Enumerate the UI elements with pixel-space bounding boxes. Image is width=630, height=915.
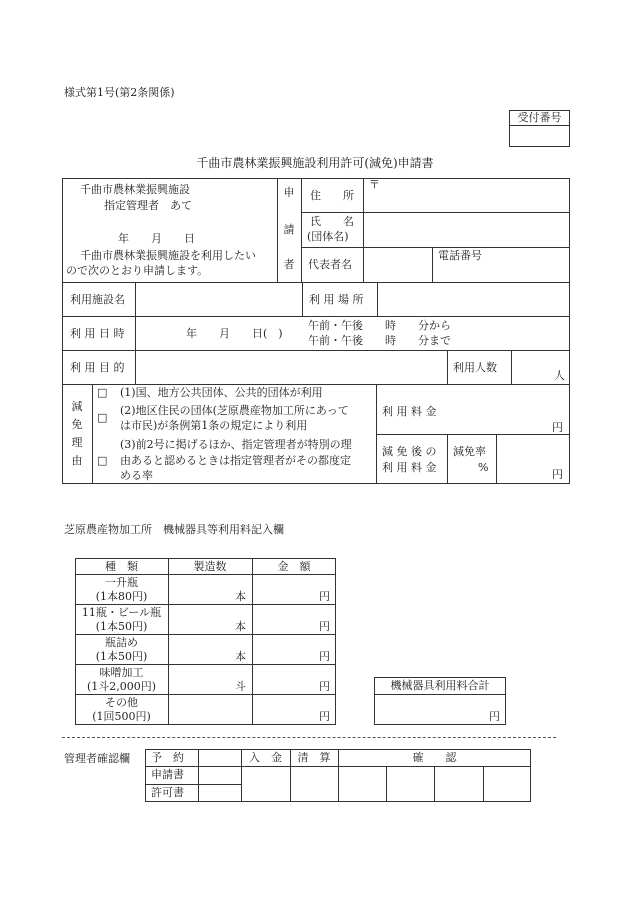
cut-line [62, 737, 556, 738]
usage-time-from[interactable]: 午前・午後 時 分から [308, 319, 451, 332]
datetime-label: 利 用 日 時 [70, 327, 125, 340]
purpose-field[interactable] [138, 353, 443, 381]
equipment-row-name: 瓶詰め [105, 636, 138, 649]
exemption-rate-label: 減免率 [453, 445, 486, 458]
exemption-side-label-4: 由 [71, 454, 83, 467]
address-label: 住 所 [310, 189, 354, 202]
admin-permit: 許可書 [151, 786, 184, 799]
equipment-total-yen[interactable]: 円 [489, 710, 500, 723]
admin-reservation: 予 約 [151, 751, 184, 764]
exemption-side-label-1: 減 [71, 400, 83, 413]
facility-name-label: 利用施設名 [70, 293, 125, 306]
receipt-number-label: 受付番号 [517, 111, 562, 124]
postal-mark: 〒 [369, 178, 380, 191]
equipment-row-unit[interactable]: 本 [235, 650, 246, 663]
equipment-row-detail: (1斗2,000円) [86, 680, 157, 693]
addressee-line2: 指定管理者 あて [104, 199, 192, 212]
purpose-label: 利 用 目 的 [70, 361, 125, 374]
equipment-row-yen[interactable]: 円 [319, 680, 330, 693]
equipment-row-yen[interactable]: 円 [319, 590, 330, 603]
applicant-side-label-2: 請 [283, 223, 295, 236]
admin-confirm-label: 管理者確認欄 [64, 752, 130, 765]
equipment-row-yen[interactable]: 円 [319, 710, 330, 723]
checkbox-item1[interactable]: □ [97, 386, 108, 399]
equipment-header-amount: 金 額 [277, 560, 311, 573]
users-field[interactable] [514, 353, 554, 381]
equipment-row-unit[interactable]: 本 [235, 620, 246, 633]
organization-label: (団体名) [307, 230, 349, 243]
fee-label: 利 用 料 金 [382, 405, 437, 418]
phone-field[interactable] [436, 264, 566, 280]
document-title: 千曲市農林業振興施設利用許可(減免)申請書 [196, 156, 434, 170]
exemption-item2-line2: は市民)が条例第1条の規定により利用 [120, 419, 308, 432]
equipment-header-type: 種 類 [105, 560, 138, 573]
address-field[interactable] [376, 188, 566, 210]
equipment-total-label: 機械器具利用料合計 [390, 679, 490, 692]
users-label: 利用人数 [453, 361, 497, 374]
admin-settlement: 清 算 [297, 751, 331, 764]
name-label: 氏 名 [310, 215, 354, 228]
exemption-side-label-2: 免 [71, 418, 83, 431]
usage-date[interactable]: 年 月 日( ) [186, 327, 283, 340]
exemption-side-label-3: 理 [71, 436, 83, 449]
place-label: 利 用 場 所 [309, 293, 364, 306]
addressee-line1: 千曲市農林業振興施設 [80, 183, 190, 196]
equipment-row-name: 一升瓶 [105, 576, 138, 589]
fee-yen: 円 [552, 421, 563, 434]
request-text-line1: 千曲市農林業振興施設を利用したい [80, 249, 256, 262]
equipment-row-detail: (1回500円) [92, 710, 151, 723]
exemption-item3-line2: 由あると認めるときは指定管理者がその都度定 [120, 454, 351, 467]
equipment-row-yen[interactable]: 円 [319, 650, 330, 663]
phone-label: 電話番号 [438, 249, 482, 262]
exemption-item3-line3: める率 [120, 469, 153, 482]
fee-field[interactable] [450, 387, 550, 431]
exemption-item3-line1: (3)前2号に掲げるほか、指定管理者が特別の理 [120, 438, 352, 451]
form-number: 様式第1号(第2条関係) [64, 86, 175, 99]
applicant-side-label-1: 申 [283, 186, 295, 199]
after-fee-label-line2: 利 用 料 金 [382, 461, 437, 474]
admin-payment: 入 金 [249, 751, 282, 764]
equipment-row-unit[interactable]: 本 [235, 590, 246, 603]
exemption-item1: (1)国、地方公共団体、公共的団体が利用 [120, 386, 323, 399]
equipment-row-name: 味噌加工 [99, 666, 144, 679]
after-fee-field[interactable] [499, 437, 551, 481]
applicant-side-label-3: 者 [283, 258, 295, 271]
usage-time-to[interactable]: 午前・午後 時 分まで [308, 334, 451, 347]
checkbox-item3[interactable]: □ [97, 454, 108, 467]
representative-field[interactable] [366, 249, 428, 279]
exemption-item2-line1: (2)地区住民の団体(芝原農産物加工所にあって [120, 404, 349, 417]
equipment-row-unit[interactable]: 斗 [235, 680, 246, 693]
admin-confirm: 確 認 [412, 751, 457, 764]
request-text-line2: ので次のとおり申請します。 [66, 264, 209, 277]
admin-application: 申請書 [151, 768, 184, 781]
percent-sign: % [478, 461, 489, 474]
equipment-row-detail: (1本80円) [95, 590, 148, 603]
representative-label: 代表者名 [308, 258, 352, 271]
equipment-row-detail: (1本50円) [95, 650, 148, 663]
after-fee-label-line1: 減 免 後 の [382, 445, 437, 458]
place-field[interactable] [380, 285, 566, 313]
after-fee-yen: 円 [552, 468, 563, 481]
checkbox-item2[interactable]: □ [97, 411, 108, 424]
facility-name-field[interactable] [138, 285, 298, 313]
equipment-row-name: 11瓶・ビール瓶 [81, 606, 162, 619]
equipment-row-detail: (1本50円) [95, 620, 148, 633]
equipment-section-title: 芝原農産物加工所 機械器具等利用料記入欄 [64, 523, 284, 536]
equipment-row-yen[interactable]: 円 [319, 620, 330, 633]
users-unit: 人 [554, 369, 565, 382]
application-date: 年 月 日 [118, 232, 195, 245]
equipment-header-quantity: 製造数 [193, 560, 227, 573]
equipment-row-name: その他 [105, 696, 138, 709]
name-field[interactable] [366, 214, 566, 244]
